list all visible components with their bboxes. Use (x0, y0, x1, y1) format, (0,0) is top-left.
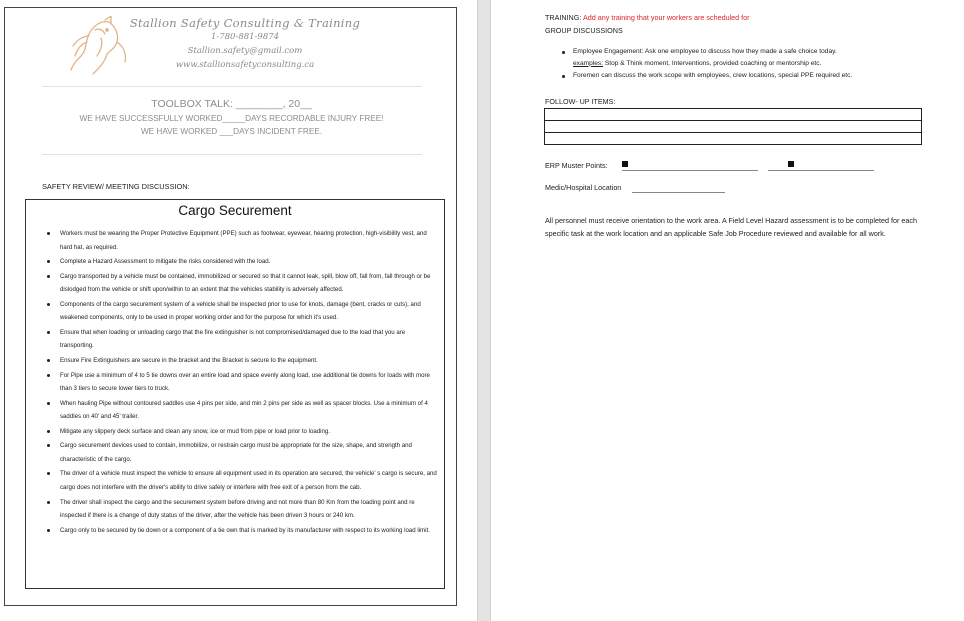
training-line (545, 13, 750, 22)
group-discussion-list (556, 46, 936, 83)
injury-free-line: WE HAVE SUCCESSFULLY WORKED_____DAYS RECORDABLE INJURY FREE! (79, 114, 384, 123)
topic-bullet: The driver of a vehicle must inspect the vehicle to ensure all equipment used in its operation are secured, the vehicle' s cargo is secure, and cargo does not interfere with the driver's ability to drive safely or interfere with free exit of a person from the cab. (40, 467, 440, 494)
toolbox-divider (42, 154, 422, 155)
topic-bullet-list (40, 227, 440, 538)
medic-location-field[interactable] (632, 192, 725, 193)
topic-bullet: Cargo only to be secured by tie down or a component of a tie own that is marked by its manufacturer with respect to its working load limit. (40, 524, 440, 538)
engagement-text: Employee Engagement: Ask one employee to discuss how they made a safe choice today. (573, 48, 837, 55)
erp-muster-label: ERP Muster Points: (545, 161, 608, 170)
topic-bullet: Cargo securement devices used to contain, immobilize, or restrain cargo must be appropriate for the size, shape, and strength and characteristic of the cargo. (40, 439, 440, 466)
examples-text: Stop & Think moment, Interventions, provided coaching or mentorship etc. (603, 59, 822, 67)
discussion-item (556, 46, 936, 69)
company-name: Stallion Safety Consulting & Training (129, 16, 361, 30)
company-phone: 1-780-881-9874 (210, 32, 280, 42)
toolbox-talk-title: TOOLBOX TALK: ________, 20__ (151, 98, 312, 110)
topic-bullet: For Pipe use a minimum of 4 to 5 tie downs over an entire load and space evenly along load, use additional tie downs for loads with more than 3 tiers to secure lower tiers to truck. (40, 369, 440, 396)
training-note: Add any training that your workers are scheduled for (582, 13, 750, 22)
topic-bullet: Mitigate any slippery deck surface and clean any snow, ice or mud from pipe or load prior to loading. (40, 425, 440, 439)
topic-title: Cargo Securement (178, 203, 292, 218)
topic-bullet: Complete a Hazard Assessment to mitigate the risks considered with the load. (40, 255, 440, 269)
company-website: www.stallionsafetyconsulting.ca (175, 60, 315, 70)
topic-bullet: Cargo transported by a vehicle must be contained, immobilized or secured so that it cannot leak, spill, blow off, fall from, fall through or be dislodged from the vehicle or shift upon/within to an extent that the vehicles stability is adversely affected. (40, 270, 440, 297)
follow-up-row[interactable] (545, 121, 922, 133)
follow-up-table (544, 108, 922, 145)
safety-review-heading: SAFETY REVIEW/ MEETING DISCUSSION: (42, 182, 190, 191)
group-discussions-heading: GROUP DISCUSSIONS (545, 26, 623, 35)
erp-field-marker-icon (788, 161, 794, 167)
company-email: Stallion.safety@gmail.com (187, 46, 303, 56)
header-divider (42, 86, 422, 87)
topic-bullet: Components of the cargo securement system of a vehicle shall be inspected prior to use for knots, damage (bent, cracks or cuts), and weakened components, only to be used in proper working order and for the purpose for which it's used. (40, 298, 440, 325)
topic-box (25, 199, 445, 589)
discussion-item: Foremen can discuss the work scope with employees, crew locations, special PPE required etc. (556, 70, 936, 82)
topic-bullet: Ensure that when loading or unloading cargo that the fire extinguisher is not compromised/damaged due to the load that you are transporting. (40, 326, 440, 353)
examples-label: examples: (573, 59, 604, 67)
topic-bullet: The driver shall inspect the cargo and the securement system before driving and not more than 80 Km from the loading point and re inspected if there is a change of duty status of the driver, after the vehicle has been driven 3 hours or 240 km. (40, 496, 440, 523)
follow-up-row[interactable] (545, 109, 922, 121)
page-gutter (477, 0, 491, 621)
erp-field-marker-icon (622, 161, 628, 167)
incident-free-line: WE HAVE WORKED ___DAYS INCIDENT FREE. (140, 127, 323, 136)
topic-bullet: When hauling Pipe without contoured saddles use 4 pins per side, and min 2 pins per side as well as spacer blocks. Use a minimum of 4 saddles on 40' and 45' trailer. (40, 397, 440, 424)
training-label: TRAINING: (545, 13, 582, 22)
follow-up-heading: FOLLOW- UP ITEMS: (545, 97, 616, 106)
erp-muster-field-2[interactable] (768, 170, 874, 171)
follow-up-row[interactable] (545, 133, 922, 145)
document-page-1 (4, 7, 457, 606)
topic-bullet: Workers must be wearing the Proper Protective Equipment (PPE) such as footwear, eyewear, hearing protection, high-visibility vest, and hard hat, as required. (40, 227, 440, 254)
orientation-paragraph: All personnel must receive orientation to the work area. A Field Level Hazard assessment is to be completed for each specific task at the work location and an applicable Safe Job Procedure reviewed and available for all work. (545, 216, 917, 238)
topic-bullet: Ensure Fire Extinguishers are secure in the bracket and the Bracket is secure to the equipment. (40, 354, 440, 368)
medic-location-label: Medic/Hospital Location (545, 183, 622, 192)
erp-muster-field-1[interactable] (622, 170, 758, 171)
